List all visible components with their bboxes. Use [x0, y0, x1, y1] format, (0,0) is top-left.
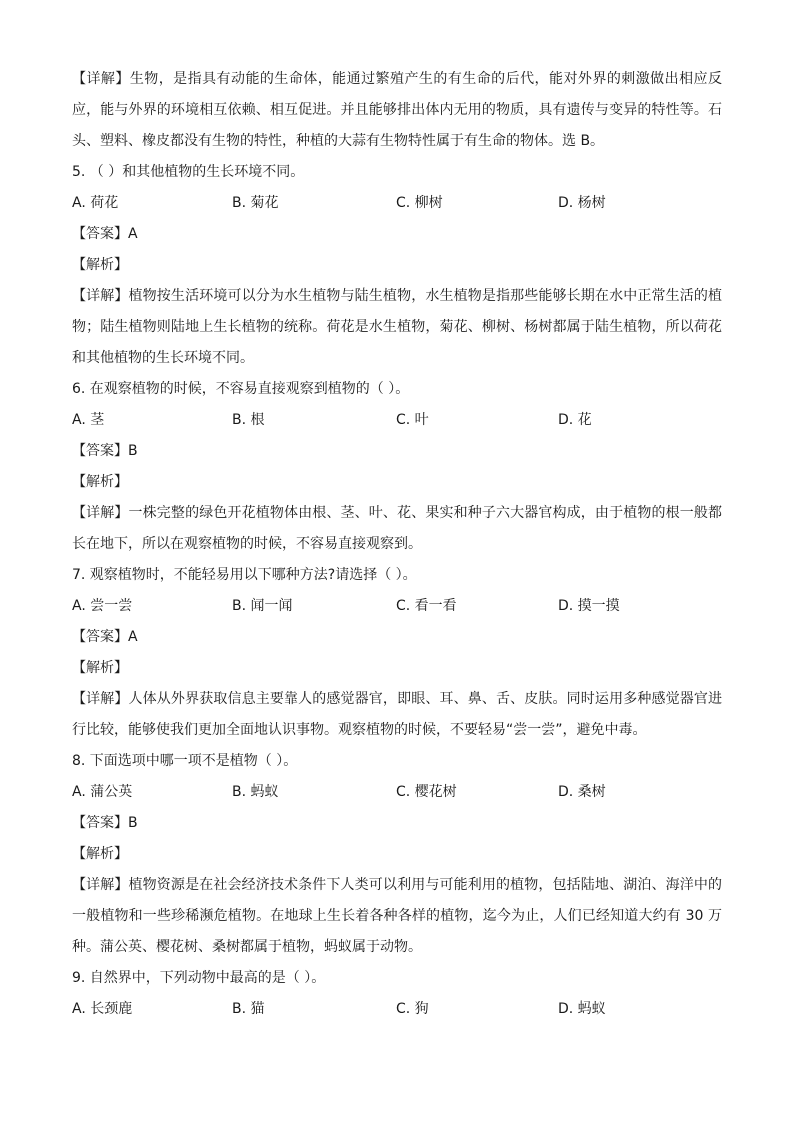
option-b: B. 菊花: [232, 195, 279, 211]
analysis-q6: 【解析】: [72, 474, 128, 490]
explanation-q4: 【详解】生物，是指具有动能的生命体，能通过繁殖产生的有生命的后代，能对外界的刺激做出相应反应，能与外界的环境相互依赖、相互促进。并且能够排出体内无用的物质，具有遗传与变异的特性等。石头、塑料、橡皮都没有生物的特性，种植的大蒜有生物特性属于有生命的物体。选 B。: [72, 71, 722, 149]
options-q5: [72, 188, 722, 219]
explanation-q6: 【详解】一株完整的绿色开花植物体由根、茎、叶、花、果实和种子六大器官构成，由于植物的根一般都长在地下，所以在观察植物的时候，不容易直接观察到。: [72, 505, 722, 552]
options-q6: [72, 405, 722, 436]
answer-q7: 【答案】A: [72, 629, 138, 645]
analysis-q8: 【解析】: [72, 846, 128, 862]
analysis-q5: 【解析】: [72, 257, 128, 273]
option-c: C. 狗: [396, 1001, 429, 1017]
option-d: D. 摸一摸: [558, 598, 620, 614]
analysis-q7: 【解析】: [72, 660, 128, 676]
answer-q5: 【答案】A: [72, 226, 138, 242]
option-d: D. 花: [558, 412, 592, 428]
option-c: C. 看一看: [396, 598, 457, 614]
question-7: 7. 观察植物时，不能轻易用以下哪种方法?请选择（ ）。: [72, 567, 417, 583]
option-a: A. 茎: [72, 412, 105, 428]
question-8: 8. 下面选项中哪一项不是植物（ ）。: [72, 753, 298, 769]
answer-q8: 【答案】B: [72, 815, 138, 831]
option-c: C. 柳树: [396, 195, 443, 211]
option-b: B. 闻一闻: [232, 598, 293, 614]
question-5: 5. （ ）和其他植物的生长环境不同。: [72, 164, 305, 180]
explanation-q8: 【详解】植物资源是在社会经济技术条件下人类可以利用与可能利用的植物，包括陆地、湖泊、海洋中的一般植物和一些珍稀濒危植物。在地球上生长着各种各样的植物，迄今为止，人们已经知道大约有 30 万种。蒲公英、樱花树、桑树都属于植物，蚂蚁属于动物。: [72, 877, 722, 955]
option-b: B. 蚂蚁: [232, 784, 279, 800]
option-a: A. 蒲公英: [72, 784, 133, 800]
document-page: [72, 64, 722, 1025]
option-d: D. 杨树: [558, 195, 606, 211]
options-q7: [72, 591, 722, 622]
explanation-q5: 【详解】植物按生活环境可以分为水生植物与陆生植物，水生植物是指那些能够长期在水中正常生活的植物；陆生植物则陆地上生长植物的统称。荷花是水生植物，菊花、柳树、杨树都属于陆生植物，所以荷花和其他植物的生长环境不同。: [72, 288, 722, 366]
explanation-q7: 【详解】人体从外界获取信息主要靠人的感觉器官，即眼、耳、鼻、舌、皮肤。同时运用多种感觉器官进行比较，能够使我们更加全面地认识事物。观察植物的时候，不要轻易“尝一尝”，避免中毒。: [72, 691, 722, 738]
option-c: C. 樱花树: [396, 784, 457, 800]
options-q8: [72, 777, 722, 808]
question-6: 6. 在观察植物的时候，不容易直接观察到植物的（ ）。: [72, 381, 410, 397]
options-q9: [72, 994, 722, 1025]
answer-q6: 【答案】B: [72, 443, 138, 459]
option-a: A. 尝一尝: [72, 598, 133, 614]
option-b: B. 根: [232, 412, 265, 428]
option-d: D. 蚂蚁: [558, 1001, 606, 1017]
option-c: C. 叶: [396, 412, 429, 428]
option-a: A. 长颈鹿: [72, 1001, 133, 1017]
option-b: B. 猫: [232, 1001, 265, 1017]
question-9: 9. 自然界中，下列动物中最高的是（ ）。: [72, 970, 326, 986]
option-d: D. 桑树: [558, 784, 606, 800]
option-a: A. 荷花: [72, 195, 119, 211]
